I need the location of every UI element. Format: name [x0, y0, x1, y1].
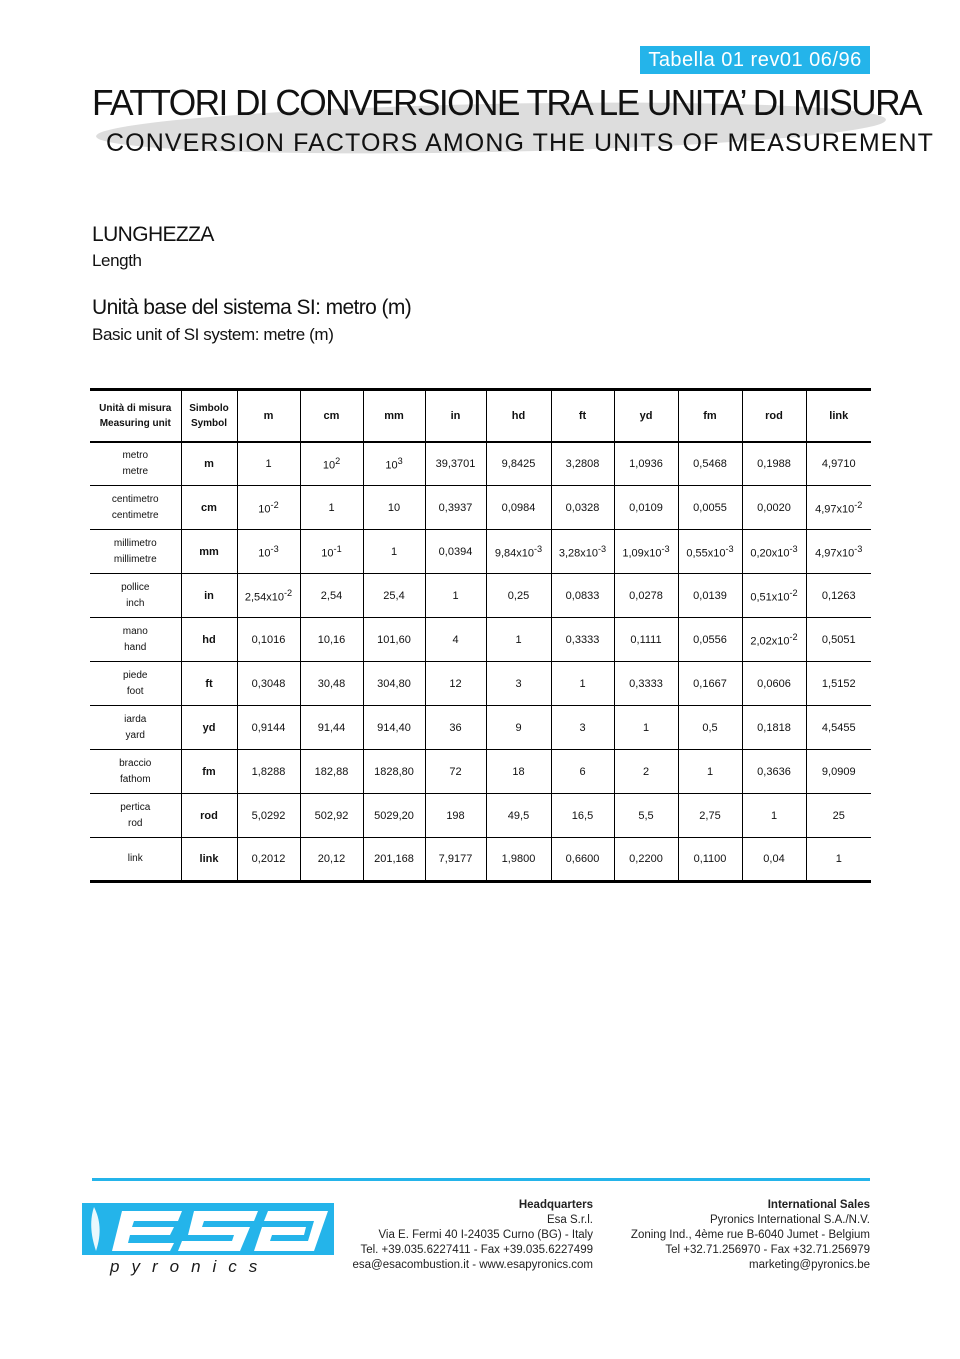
column-header-link: link [806, 390, 871, 442]
unit-name-it: pertica [120, 801, 151, 813]
value-cell-mm: $10^3$ [363, 442, 425, 486]
value-cell-in: 12 [425, 662, 486, 706]
value-cell-mm: 201,168 [363, 838, 425, 882]
value-cell-rod: $2,02x10^{-2}$ [742, 618, 806, 662]
column-header-in: in [425, 390, 486, 442]
page-subtitle: CONVERSION FACTORS AMONG THE UNITS OF MEASUREMENT [106, 129, 935, 157]
value-cell-rod: 0,1818 [742, 706, 806, 750]
unit-name-it: metro [122, 449, 149, 461]
value-cell-m: $10^{-3}$ [237, 530, 300, 574]
value-cell-ft: 0,3333 [551, 618, 614, 662]
table-row [90, 442, 871, 486]
value-cell-m: 5,0292 [237, 794, 300, 838]
value-cell-in: 198 [425, 794, 486, 838]
page-title: FATTORI DI CONVERSIONE TRA LE UNITA’ DI MISURA [92, 82, 921, 123]
unit-name-en: metre [122, 465, 149, 477]
unit-name-cell [90, 794, 181, 838]
value-cell-m: 0,1016 [237, 618, 300, 662]
value-cell-yd: 0,0278 [614, 574, 678, 618]
value-cell-mm: 25,4 [363, 574, 425, 618]
column-header-fm: fm [678, 390, 742, 442]
value-cell-cm: 91,44 [300, 706, 363, 750]
unit-symbol-cell: in [181, 574, 237, 618]
value-cell-link: $4,97x10^{-2}$ [806, 486, 871, 530]
header-unit-name [90, 390, 181, 442]
value-cell-link: 4,9710 [806, 442, 871, 486]
unit-symbol-cell: link [181, 838, 237, 882]
value-cell-rod: 0,3636 [742, 750, 806, 794]
unit-name-cell [90, 662, 181, 706]
unit-name-it: millimetro [113, 537, 157, 549]
column-header-m: m [237, 390, 300, 442]
value-cell-hd: 18 [486, 750, 551, 794]
headquarters-block [330, 1198, 593, 1273]
value-cell-hd: 49,5 [486, 794, 551, 838]
value-cell-cm: 502,92 [300, 794, 363, 838]
value-cell-ft: 6 [551, 750, 614, 794]
unit-name-it: piede [123, 669, 148, 681]
value-cell-in: 72 [425, 750, 486, 794]
value-cell-ft: 16,5 [551, 794, 614, 838]
value-cell-yd: 0,1111 [614, 618, 678, 662]
header-unit-name-it: Unità di misura [99, 402, 172, 414]
column-header-cm: cm [300, 390, 363, 442]
unit-name-en: centimetre [111, 509, 159, 521]
table-revision-tag: Tabella 01 rev01 06/96 [640, 46, 870, 74]
value-cell-cm: 182,88 [300, 750, 363, 794]
value-cell-yd: 0,2200 [614, 838, 678, 882]
value-cell-hd: $9,84x10^{-3}$ [486, 530, 551, 574]
column-header-rod: rod [742, 390, 806, 442]
value-cell-fm: 2,75 [678, 794, 742, 838]
header-symbol [181, 390, 237, 442]
unit-symbol-cell: m [181, 442, 237, 486]
value-cell-ft: 3,2808 [551, 442, 614, 486]
value-cell-in: 1 [425, 574, 486, 618]
value-cell-cm: 2,54 [300, 574, 363, 618]
unit-name-cell [90, 574, 181, 618]
value-cell-link: 0,5051 [806, 618, 871, 662]
value-cell-ft: 0,0328 [551, 486, 614, 530]
value-cell-mm: 1828,80 [363, 750, 425, 794]
unit-name-cell [90, 530, 181, 574]
value-cell-cm: 10,16 [300, 618, 363, 662]
value-cell-cm: 1 [300, 486, 363, 530]
value-cell-yd: 0,3333 [614, 662, 678, 706]
unit-symbol-cell: mm [181, 530, 237, 574]
unit-symbol-cell: fm [181, 750, 237, 794]
value-cell-m: 0,3048 [237, 662, 300, 706]
unit-name-cell [90, 486, 181, 530]
value-cell-fm: 0,1100 [678, 838, 742, 882]
value-cell-rod: $0,20x10^{-3}$ [742, 530, 806, 574]
esa-pyronics-logo [82, 1203, 334, 1277]
value-cell-m: 1,8288 [237, 750, 300, 794]
value-cell-in: 4 [425, 618, 486, 662]
value-cell-mm: 914,40 [363, 706, 425, 750]
value-cell-ft: 3 [551, 706, 614, 750]
value-cell-link: 0,1263 [806, 574, 871, 618]
table-row [90, 750, 871, 794]
unit-name-en: fathom [119, 773, 151, 785]
value-cell-cm: 30,48 [300, 662, 363, 706]
value-cell-m: 0,2012 [237, 838, 300, 882]
value-cell-in: 7,9177 [425, 838, 486, 882]
column-header-yd: yd [614, 390, 678, 442]
value-cell-in: 0,3937 [425, 486, 486, 530]
value-cell-m: 1 [237, 442, 300, 486]
value-cell-ft: 0,0833 [551, 574, 614, 618]
unit-name-it: braccio [119, 757, 152, 769]
hq-contact[interactable]: esa@esacombustion.it - www.esapyronics.com [352, 1259, 593, 1271]
value-cell-in: 39,3701 [425, 442, 486, 486]
unit-symbol-cell: hd [181, 618, 237, 662]
unit-name-it: iarda [124, 713, 147, 725]
value-cell-rod: 1 [742, 794, 806, 838]
table-row [90, 662, 871, 706]
value-cell-yd: 2 [614, 750, 678, 794]
value-cell-mm: 10 [363, 486, 425, 530]
value-cell-hd: 0,0984 [486, 486, 551, 530]
value-cell-link: $4,97x10^{-3}$ [806, 530, 871, 574]
unit-name-en: inch [126, 597, 145, 609]
column-header-mm: mm [363, 390, 425, 442]
hq-phone: Tel. +39.035.6227411 - Fax +39.035.6227499 [360, 1244, 593, 1256]
value-cell-link: 9,0909 [806, 750, 871, 794]
value-cell-mm: 5029,20 [363, 794, 425, 838]
intl-address: Zoning Ind., 4ème rue B-6040 Jumet - Belgium [630, 1229, 870, 1241]
header-unit-name-en: Measuring unit [99, 417, 171, 429]
value-cell-yd: $1,09x10^{-3}$ [614, 530, 678, 574]
table-row [90, 530, 871, 574]
header-symbol-it: Simbolo [189, 402, 229, 414]
unit-symbol-cell: yd [181, 706, 237, 750]
column-header-hd: hd [486, 390, 551, 442]
value-cell-fm: 0,5 [678, 706, 742, 750]
value-cell-in: 36 [425, 706, 486, 750]
value-cell-link: 1 [806, 838, 871, 882]
table-row [90, 574, 871, 618]
unit-name-it: link [127, 853, 143, 864]
value-cell-hd: 0,25 [486, 574, 551, 618]
base-unit-heading: Unità base del sistema SI: metro (m) [92, 296, 412, 319]
value-cell-fm: 1 [678, 750, 742, 794]
value-cell-fm: 0,0556 [678, 618, 742, 662]
value-cell-ft: 0,6600 [551, 838, 614, 882]
value-cell-m: $2,54x10^{-2}$ [237, 574, 300, 618]
intl-phone: Tel +32.71.256970 - Fax +32.71.256979 [665, 1244, 870, 1256]
value-cell-hd: 9 [486, 706, 551, 750]
unit-name-en: yard [125, 729, 145, 741]
value-cell-yd: 5,5 [614, 794, 678, 838]
intl-company: Pyronics International S.A./N.V. [709, 1214, 870, 1226]
value-cell-yd: 0,0109 [614, 486, 678, 530]
unit-name-cell [90, 442, 181, 486]
value-cell-hd: 1 [486, 618, 551, 662]
value-cell-ft: $3,28x10^{-3}$ [551, 530, 614, 574]
quantity-heading-en: Length [92, 251, 142, 270]
quantity-heading: LUNGHEZZA [92, 223, 214, 246]
table-row [90, 486, 871, 530]
table-row [90, 838, 871, 882]
unit-name-en: millimetre [113, 553, 157, 565]
value-cell-mm: 304,80 [363, 662, 425, 706]
value-cell-hd: 3 [486, 662, 551, 706]
hq-company: Esa S.r.l. [546, 1214, 593, 1226]
value-cell-in: 0,0394 [425, 530, 486, 574]
value-cell-cm: 20,12 [300, 838, 363, 882]
value-cell-mm: 101,60 [363, 618, 425, 662]
footer-divider [92, 1178, 870, 1181]
value-cell-link: 25 [806, 794, 871, 838]
hq-title: Headquarters [518, 1199, 593, 1211]
logo-wordmark: pyronics [110, 1257, 270, 1276]
value-cell-hd: 1,9800 [486, 838, 551, 882]
value-cell-m: 0,9144 [237, 706, 300, 750]
value-cell-cm: $10^2$ [300, 442, 363, 486]
unit-name-en: hand [124, 641, 147, 653]
value-cell-fm: $0,55x10^{-3}$ [678, 530, 742, 574]
logo-letter-e [112, 1211, 182, 1251]
international-sales-block [600, 1198, 870, 1273]
conversion-table [90, 388, 871, 883]
intl-email[interactable]: marketing@pyronics.be [749, 1259, 870, 1271]
value-cell-rod: 0,1988 [742, 442, 806, 486]
unit-symbol-cell: ft [181, 662, 237, 706]
value-cell-fm: 0,5468 [678, 442, 742, 486]
unit-name-cell [90, 618, 181, 662]
unit-name-en: foot [126, 685, 144, 697]
value-cell-fm: 0,0139 [678, 574, 742, 618]
unit-name-it: mano [122, 625, 148, 637]
intl-title: International Sales [767, 1199, 870, 1211]
unit-name-cell [90, 706, 181, 750]
value-cell-hd: 9,8425 [486, 442, 551, 486]
value-cell-rod: $0,51x10^{-2}$ [742, 574, 806, 618]
value-cell-fm: 0,1667 [678, 662, 742, 706]
unit-name-it: pollice [121, 581, 150, 593]
table-row [90, 618, 871, 662]
unit-name-it: centimetro [111, 493, 159, 505]
table-row [90, 794, 871, 838]
value-cell-link: 4,5455 [806, 706, 871, 750]
hq-address: Via E. Fermi 40 I-24035 Curno (BG) - Italy [378, 1229, 593, 1241]
unit-symbol-cell: rod [181, 794, 237, 838]
unit-name-cell [90, 838, 181, 882]
column-header-ft: ft [551, 390, 614, 442]
value-cell-fm: 0,0055 [678, 486, 742, 530]
value-cell-rod: 0,04 [742, 838, 806, 882]
header-symbol-en: Symbol [190, 417, 228, 429]
unit-name-cell [90, 750, 181, 794]
value-cell-yd: 1 [614, 706, 678, 750]
value-cell-rod: 0,0020 [742, 486, 806, 530]
unit-name-en: rod [128, 817, 143, 829]
value-cell-m: $10^{-2}$ [237, 486, 300, 530]
value-cell-link: 1,5152 [806, 662, 871, 706]
base-unit-heading-en: Basic unit of SI system: metre (m) [92, 325, 334, 344]
unit-symbol-cell: cm [181, 486, 237, 530]
value-cell-ft: 1 [551, 662, 614, 706]
value-cell-mm: 1 [363, 530, 425, 574]
value-cell-rod: 0,0606 [742, 662, 806, 706]
table-row [90, 706, 871, 750]
table-header-row [90, 390, 871, 442]
value-cell-cm: $10^{-1}$ [300, 530, 363, 574]
value-cell-yd: 1,0936 [614, 442, 678, 486]
